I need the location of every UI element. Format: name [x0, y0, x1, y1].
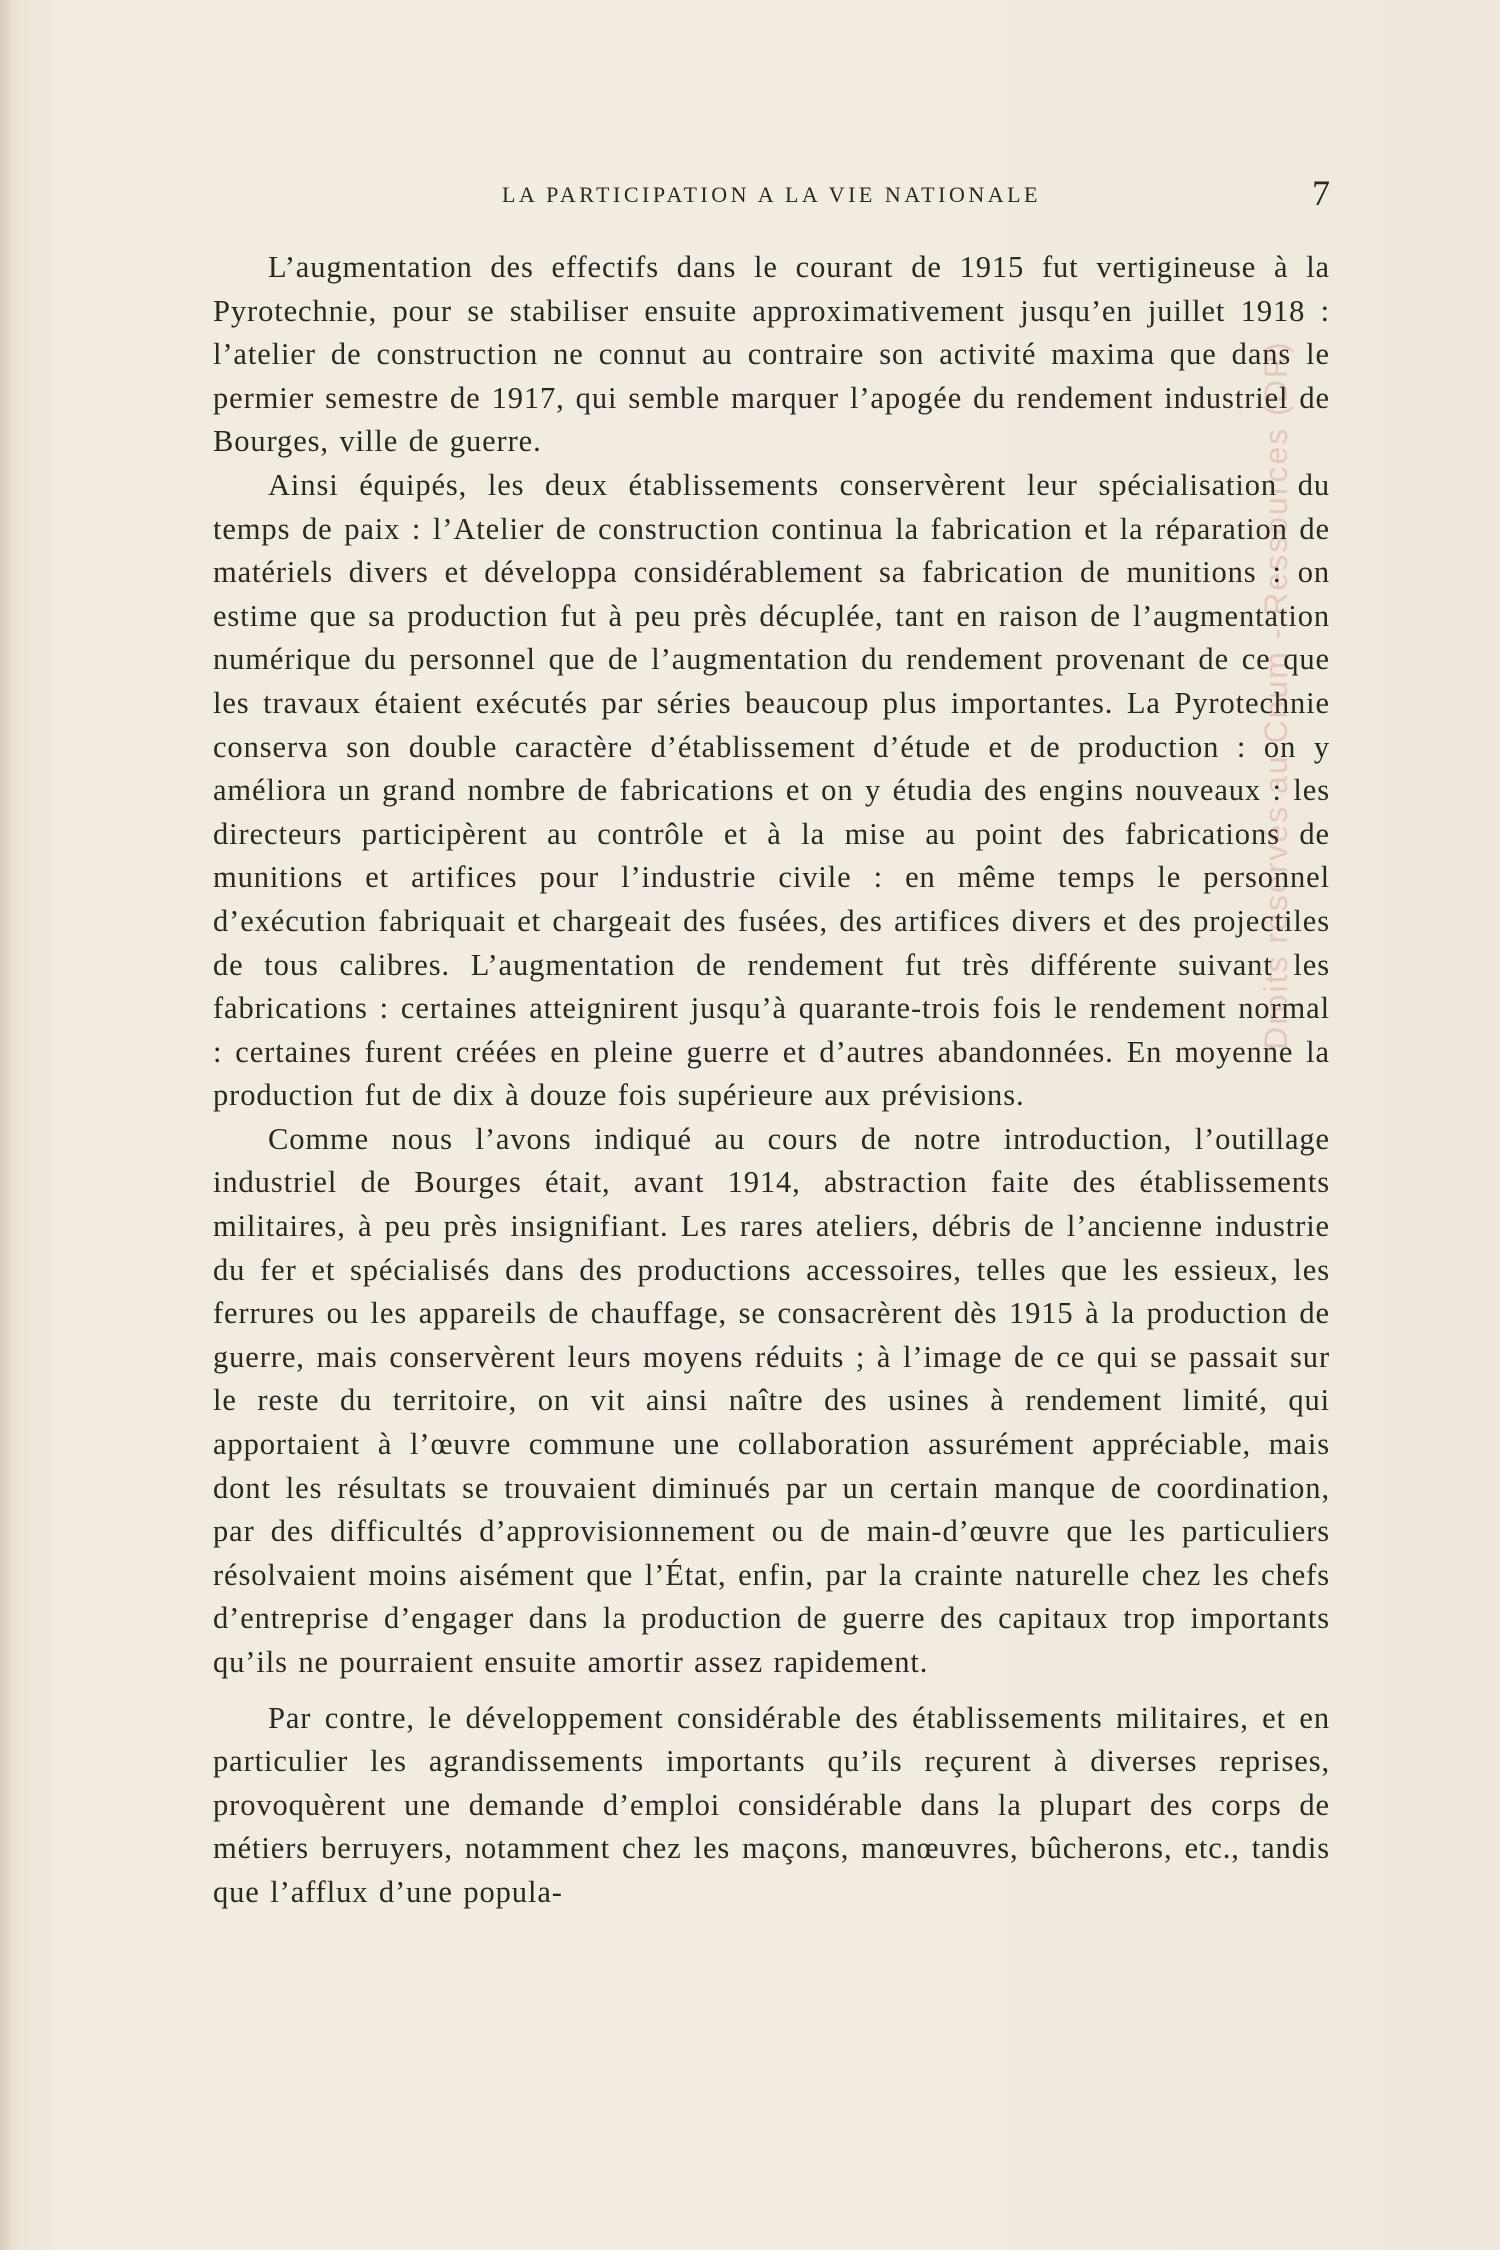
paragraph-4: Par contre, le développement considérable des établissements militaires, et en particulier les agrandissements importants qu’ils reçurent à diverses reprises, provoquèrent une demande d’emploi considérable dans la plupart des corps de métiers berruyers, notamment chez les maçons, manœuvres, bûcherons, etc., tandis que l’afflux d’une popula- [213, 1700, 1330, 1909]
paragraph-1: L’augmentation des effectifs dans le courant de 1915 fut vertigineuse à la Pyrotechnie, pour se stabiliser ensuite approximativement jusqu’en juillet 1918 : l’atelier de construction ne connut au contraire son activité maxima que dans le permier semestre de 1917, qui semble marquer l’apogée du rendement industriel de Bourges, ville de guerre. [213, 250, 1330, 459]
binding-shadow [0, 0, 14, 2250]
running-title: LA PARTICIPATION A LA VIE NATIONALE [501, 182, 1041, 207]
paragraph-3: Comme nous l’avons indiqué au cours de notre introduction, l’outillage industriel de Bourges était, avant 1914, abstraction faite des établissements militaires, à peu près insignifiant. Les rares ateliers, débris de l’ancienne industrie du fer et spécialisés dans des productions accessoires, telles que les essieux, les ferrures ou les appareils de chauffage, se consacrèrent dès 1915 à la production de guerre, mais conservèrent leurs moyens réduits ; à l’image de ce qui se passait sur le reste du territoire, on vit ainsi naître des usines à rendement limité, qui apportaient à l’œuvre commune une collaboration assurément appréciable, mais dont les résultats se trouvaient diminués par un certain manque de coordination, par des difficultés d’approvisionnement ou de main-d’œuvre que les particuliers résolvaient moins aisément que l’État, enfin, par la crainte naturelle chez les chefs d’entreprise d’engager dans la production de guerre des capitaux trop importants qu’ils ne pourraient ensuite amortir assez rapidement. [213, 1121, 1330, 1679]
paragraph-2: Ainsi équipés, les deux établissements conservèrent leur spécialisation du temps de paix : l’Atelier de construction continua la fabrication et la réparation de matériels divers et développa considérablement sa fabrication de munitions : on estime que sa production fut à peu près décuplée, tant en raison de l’augmentation numérique du personnel que de l’augmentation du rendement provenant de ce que les travaux étaient exécutés par séries beaucoup plus importantes. La Pyrotechnie conserva son double caractère d’établissement d’étude et de production : on y améliora un grand nombre de fabrications et on y étudia des engins nouveaux : les directeurs participèrent au contrôle et à la mise au point des fabrications de munitions et artifices pour l’industrie civile : en même temps le personnel d’exécution fabriquait et chargeait des fusées, des artifices divers et des projectiles de tous calibres. L’augmentation de rendement fut très différente suivant les fabrications : certaines atteignirent jusqu’à quarante-trois fois le rendement normal : certaines furent créées en pleine guerre et d’autres abandonnées. En moyenne la production fut de dix à douze fois supérieure aux prévisions. [213, 467, 1330, 1113]
running-head [213, 172, 1330, 212]
page-number: 7 [1312, 173, 1330, 213]
watermark-stamp: Droits réservés au Cnum - Ressources (DR) [1258, 340, 1294, 1050]
body-text [213, 246, 1330, 1915]
